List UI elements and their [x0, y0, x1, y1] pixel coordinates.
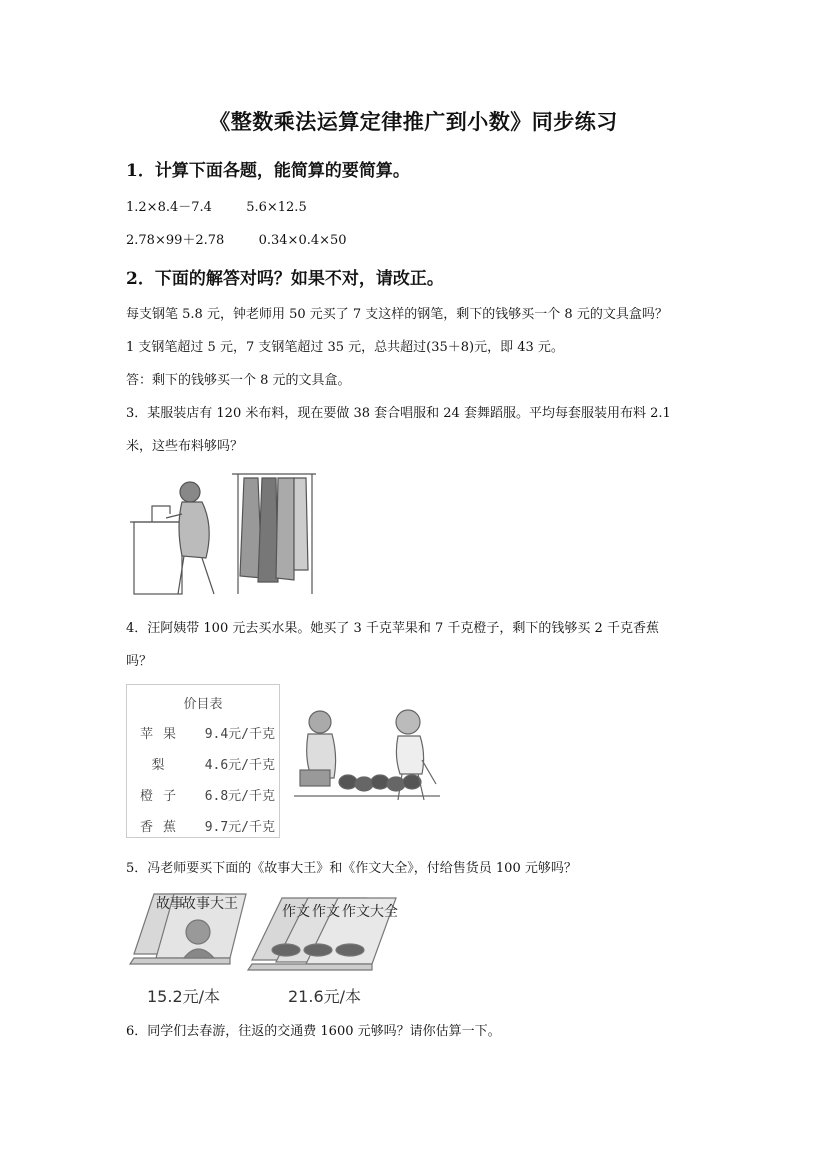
price-row [133, 754, 277, 774]
price-row [133, 816, 277, 836]
page-title: 《整数乘法运算定律推广到小数》同步练习 [209, 109, 618, 134]
q4-line-1: 4．汪阿姨带 100 元去买水果。她买了 3 千克苹果和 7 千克橙子，剩下的钱够买 2 千克香蕉 [126, 621, 659, 636]
q2-heading: 2．下面的解答对吗？如果不对，请改正。 [126, 269, 444, 289]
q3-line-1: 3．某服装店有 120 米布料，现在要做 38 套合唱服和 24 套舞蹈服。平均每套服装用布料 2.1 [126, 406, 671, 421]
fruit-name: 橙子 [139, 789, 186, 804]
books-illustration [126, 884, 406, 974]
q2-line-3: 答：剩下的钱够买一个 8 元的文具盒。 [126, 373, 351, 388]
q1-item-2: 5.6×12.5 [246, 200, 307, 215]
book1-back-title: 故事 [156, 896, 184, 912]
fruit-price: 9.7元/千克 [204, 820, 275, 835]
q1-item-3: 2.78×99＋2.78 [126, 233, 225, 248]
price-table [126, 684, 280, 838]
book2-back-title-2: 作文 [312, 904, 340, 920]
q2-line-2: 1 支钢笔超过 5 元，7 支钢笔超过 35 元，总共超过(35＋8)元，即 43 元。 [126, 340, 564, 355]
fruit-stall-illustration [290, 700, 450, 810]
fruit-price: 9.4元/千克 [204, 727, 275, 742]
q4-line-2: 吗？ [126, 654, 153, 669]
book2-back-title-1: 作文 [282, 904, 310, 920]
q1-item-1: 1.2×8.4－7.4 [126, 200, 212, 215]
tailor-illustration [126, 466, 326, 598]
fruit-name: 香蕉 [139, 820, 186, 835]
q6-line: 6．同学们去春游，往返的交通费 1600 元够吗？请你估算一下。 [126, 1024, 501, 1039]
q1-row-2 [126, 229, 347, 248]
book2-price: 21.6元/本 [288, 987, 362, 1006]
price-row [133, 723, 277, 743]
fruit-name: 梨 [151, 758, 175, 773]
q1-item-4: 0.34×0.4×50 [258, 233, 347, 248]
fruit-name: 苹果 [139, 727, 186, 742]
q2-line-1: 每支钢笔 5.8 元，钟老师用 50 元买了 7 支这样的钢笔，剩下的钱够买一个 8 元的文具盒吗？ [126, 307, 668, 322]
book1-front-title: 故事大王 [182, 896, 238, 912]
q1-heading: 1．计算下面各题，能简算的要简算。 [126, 161, 410, 181]
q1-row-1 [126, 196, 307, 215]
book1-price: 15.2元/本 [147, 987, 221, 1006]
price-row [133, 785, 277, 805]
price-table-header: 价目表 [183, 697, 223, 712]
fruit-price: 6.8元/千克 [204, 789, 275, 804]
fruit-price: 4.6元/千克 [204, 758, 275, 773]
book2-front-title: 作文大全 [342, 904, 398, 920]
q5-line: 5．冯老师要买下面的《故事大王》和《作文大全》，付给售货员 100 元够吗？ [126, 861, 577, 876]
q3-line-2: 米，这些布料够吗？ [126, 439, 244, 454]
